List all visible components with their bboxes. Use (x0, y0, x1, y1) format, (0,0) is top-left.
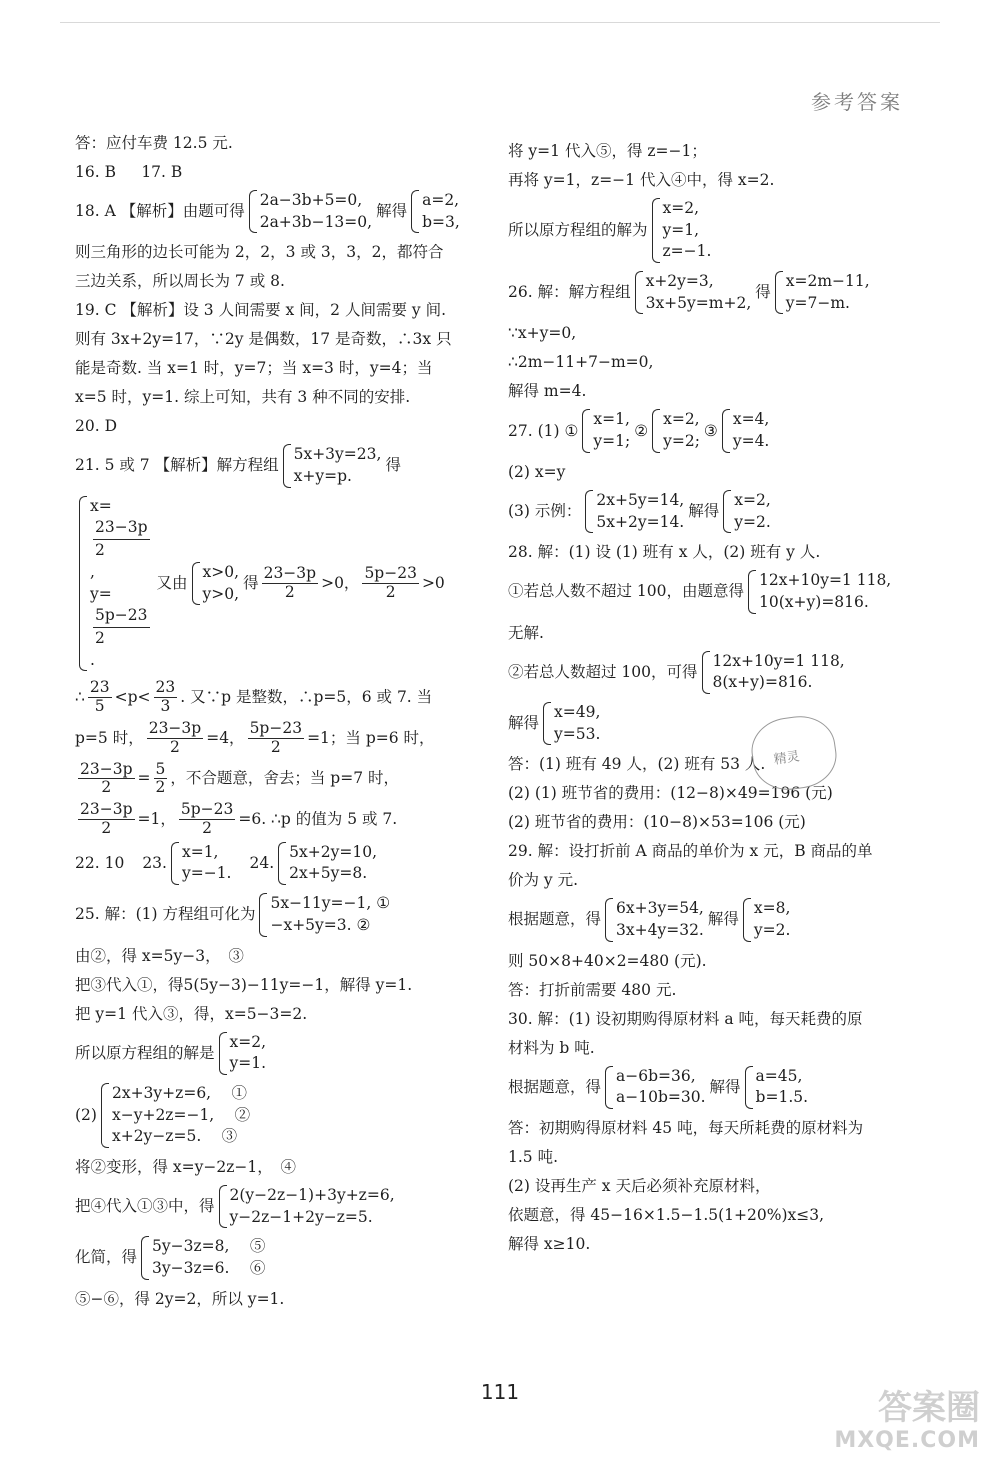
answer-29-system: 根据题意，得 6x+3y=54, 3x+4y=32. 解得 x=8, y=2. (508, 898, 928, 941)
text-line: 将②变形，得 x=y−2z−1， ④ (75, 1157, 297, 1176)
top-rule (60, 22, 940, 23)
answer-30-system: 根据题意，得 a−6b=36, a−10b=30. 解得 a=45, b=1.5. (508, 1066, 928, 1109)
page-header-title: 参考答案 (811, 90, 903, 114)
answer-line: 答：应付车费 12.5 元. (75, 134, 233, 152)
text-line: 解得 m=4. (508, 382, 587, 401)
text-line: 材料为 b 吨. (508, 1038, 595, 1057)
answer-21-range: ∴ $\frac{23}{5}$ <p< $\frac{23}{3}$ . 又∵p 是整数，∴p=5，6 或 7. 当 (75, 678, 433, 716)
answer-27: 27. (1) ① x=1, y=1; ② x=2, y=2; ③ x=4, y=4. (508, 409, 928, 452)
text-line: 由②，得 x=5y−3， ③ (75, 946, 244, 965)
text-line: 无解. (508, 623, 544, 642)
solution-system: a=2, b=3, (411, 190, 460, 233)
answer-25: 25. 解：(1) 方程组可化为 5x−11y=−1, ① −x+5y=3. ② (75, 893, 475, 936)
text-line: (2) 班节省的费用：(10−8)×53=106 (元) (508, 813, 806, 832)
answer-27-example: (3) 示例： 2x+5y=14, 5x+2y=14. 解得 x=2, y=2. (508, 490, 928, 533)
answer-20: 20. D (75, 417, 118, 436)
text-line: 解得 x≥10. (508, 1235, 591, 1254)
watermark-logo: 答案圈 MXQE.COM (834, 1387, 980, 1453)
text-line: 答：(1) 班有 49 人，(2) 班有 53 人. (508, 755, 766, 774)
text-line: x=5 时，y=1. 综上可知，共有 3 种不同的安排. (75, 388, 411, 407)
text-line: 把 y=1 代入③，得，x=5−3=2. (75, 1004, 308, 1023)
answer-25-part2: (2) 2x+3y+z=6, ① x−y+2z=−1, ② x+2y−z=5. ③ (75, 1083, 475, 1148)
text-line: (2) 设再生产 x 天后必须补充原材料， (508, 1177, 771, 1196)
answer-22-24: 22. 10 23. x=1, y=−1. 24. 5x+2y=10, 2x+5y=8. (75, 842, 475, 885)
stamp-mark: 精灵 (747, 712, 840, 795)
text-line: 则 50×8+40×2=480 (元). (508, 951, 707, 970)
answer-30: 30. 解：(1) 设初期购得原材料 a 吨，每天耗费的原 (508, 1009, 863, 1028)
answer-26: 26. 解：解方程组 x+2y=3, 3x+5y=m+2, 得 x=2m−11, y=7−m. (508, 271, 928, 314)
answer-21-case-6: $\frac{23-3p}{2}$ = $\frac{5}{2}$ ，不合题意，舍去；当 p=7 时， (80, 759, 400, 797)
text-line: 依题意，得 45−16×1.5−1.5(1+20%)x≤3, (508, 1206, 825, 1225)
answer-28: 28. 解：(1) 设 (1) 班有 x 人，(2) 班有 y 人. (508, 543, 821, 562)
answer-25-solution: 所以原方程组的解是 x=2, y=1. (75, 1032, 475, 1075)
text-line: 则三角形的边长可能为 2，2，3 或 3，3，2，都符合 (75, 243, 444, 262)
answer-21-case-5: p=5 时， $\frac{23-3p}{2}$ =4， $\frac{5p-23}{2}$ =1；当 p=6 时， (75, 718, 435, 756)
equation-system: 5x+3y=23, x+y=p. (283, 444, 382, 487)
answer-28-case2: ②若总人数超过 100，可得 12x+10y=1 118, 8(x+y)=816. (508, 651, 928, 694)
text-line: 价为 y 元. (508, 871, 579, 890)
substitution-line: 把④代入①③中，得 2(y−2z−1)+3y+z=6, y−2z−1+2y−z=5. (75, 1185, 475, 1228)
text-line: 答：初期购得原材料 45 吨，每天所耗费的原材料为 (508, 1119, 864, 1138)
answer-21-solution: x= 23−3p 2 , y= 5p−23 2 . 又由 x>0, y>0, 得 $\frac{23-3p}{2}$ >0， $\frac{5p-23}{2}$ >0 (75, 496, 475, 672)
text-line: ⑤−⑥，得 2y=2，所以 y=1. (75, 1289, 285, 1308)
answer-29: 29. 解：设打折前 A 商品的单价为 x 元，B 商品的单 (508, 842, 873, 861)
text-line: 则有 3x+2y=17，∵2y 是偶数，17 是奇数，∴3x 只 (75, 330, 452, 349)
text-line: 把③代入①，得5(5y−3)−11y=−1，解得 y=1. (75, 975, 413, 994)
solution-line: 所以原方程组的解为 x=2, y=1, z=−1. (508, 198, 928, 263)
answer-21: 21. 5 或 7 【解析】解方程组 5x+3y=23, x+y=p. 得 (75, 444, 475, 487)
text-line: 答：打折前需要 480 元. (508, 980, 677, 999)
answer-28-case1: ①若总人数不超过 100，由题意得 12x+10y=1 118, 10(x+y)=816. (508, 570, 928, 613)
answer-19: 19. C 【解析】设 3 人间需要 x 间，2 人间需要 y 间. (75, 301, 447, 320)
text-line: 将 y=1 代入⑤，得 z=−1； (508, 142, 707, 160)
inequality-system: x>0, y>0, (192, 562, 240, 605)
text-line: (2) x=y (508, 462, 566, 481)
text-line: ∴2m−11+7−m=0, (508, 353, 654, 372)
answer-21-case-7: $\frac{23-3p}{2}$ =1， $\frac{5p-23}{2}$ =6. ∴p 的值为 5 或 7. (80, 800, 398, 837)
text-line: ∵x+y=0, (508, 324, 577, 343)
fraction-system: x= 23−3p 2 , y= 5p−23 2 . (79, 496, 153, 672)
answer-18: 18. A 【解析】由题可得 2a−3b+5=0, 2a+3b−13=0, 解得 a=2, b=3, (75, 190, 475, 233)
text-line: 1.5 吨. (508, 1148, 559, 1167)
text-line: 三边关系，所以周长为 7 或 8. (75, 272, 285, 291)
equation-system: 2a−3b+5=0, 2a+3b−13=0, (249, 190, 372, 233)
page-number: 111 (480, 1380, 520, 1404)
text-line: 能是奇数. 当 x=1 时，y=7；当 x=3 时，y=4；当 (75, 359, 433, 378)
answer-16-17: 16. B 17. B (75, 163, 183, 181)
text-line: 再将 y=1，z=−1 代入④中，得 x=2. (508, 171, 775, 189)
simplify-line: 化简，得 5y−3z=8, ⑤ 3y−3z=6. ⑥ (75, 1236, 475, 1279)
text-line: (2) (1) 班节省的费用：(12−8)×49=196 (元) (508, 784, 833, 803)
right-column (508, 140, 928, 1262)
answer-28-solution: 解得 x=49, y=53. (508, 702, 928, 745)
left-column (75, 132, 475, 1317)
